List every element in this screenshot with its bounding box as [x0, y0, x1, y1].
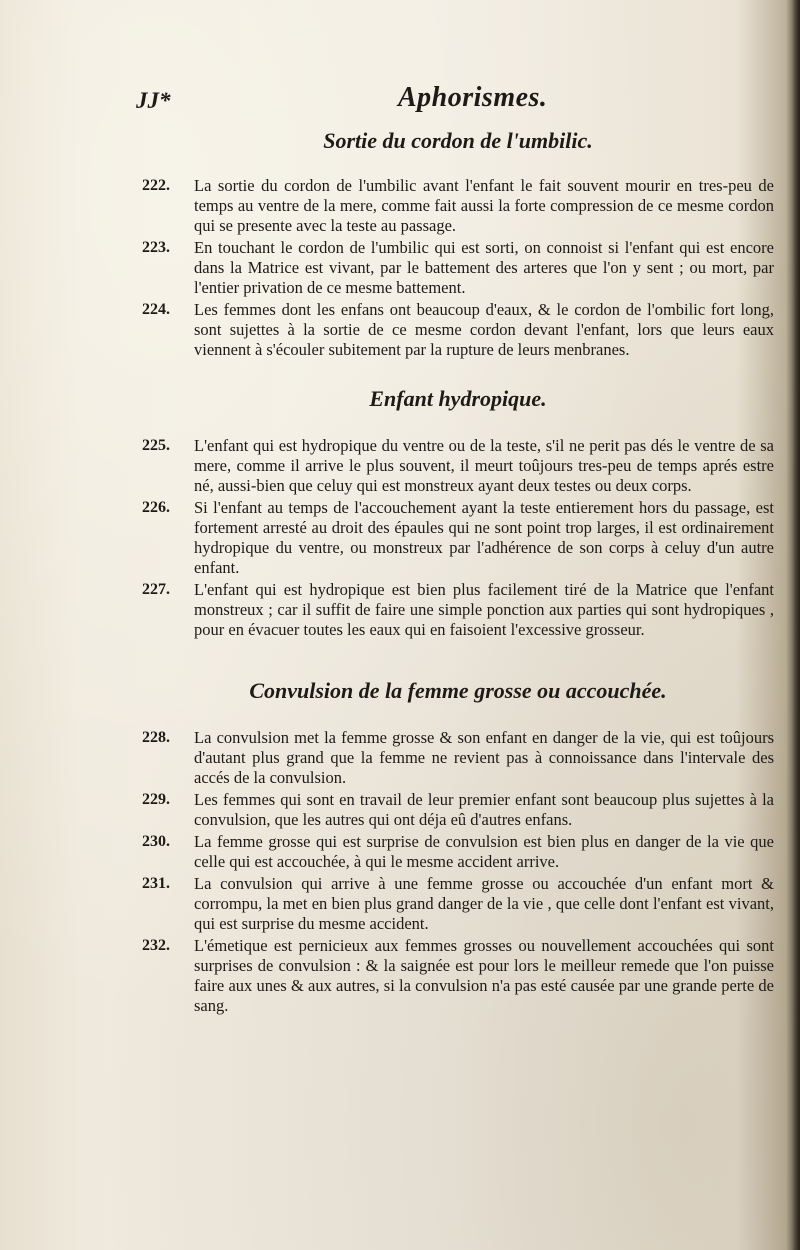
section-heading: Convulsion de la femme grosse ou accouchée. [249, 678, 667, 703]
aphorism [142, 874, 774, 934]
section-convulsion [142, 678, 774, 1016]
aphorism-text: La femme grosse qui est surprise de convulsion est bien plus en danger de la vie que celle qui est accouchée, à qui le mesme accident arrive. [194, 832, 774, 871]
aphorism-text: L'enfant qui est hydropique du ventre ou de la teste, s'il ne perit pas dés le ventre de sa mere, comme il arrive le plus souvent, il meurt toûjours tres-peu de temps aprés estre né, aussi-bien que celuy qui est monstreux ayant deux testes ou deux corps. [194, 436, 774, 495]
aphorism [142, 790, 774, 830]
aphorism [142, 580, 774, 640]
aphorism-text: La convulsion qui arrive à une femme grosse ou accouchée d'un enfant mort & corrompu, la met en bien plus grand danger de la vie , que celle dont l'enfant est vivant, qui est surprise du mesme accident. [194, 874, 774, 933]
aphorism-number: 230. [142, 833, 170, 850]
aphorism-text: La convulsion met la femme grosse & son enfant en danger de la vie, qui est toûjours d'autant plus grand que la femme ne revient pas à connoissance dans l'intervale des accés de la convulsion. [194, 728, 774, 787]
aphorism-text: L'émetique est pernicieux aux femmes grosses ou nouvellement accouchées qui sont surprises de convulsion : & la saignée est pour lors le meilleur remede que l'on puisse faire aux unes & aux autres, si la convulsion n'a pas esté causée par une grande perte de sang. [194, 936, 774, 1015]
aphorism-text: En touchant le cordon de l'umbilic qui est sorti, on connoist si l'enfant qui est encore dans la Matrice est vivant, par le battement des arteres que l'on y sent ; ou mort, par l'entier privation de ce mesme battement. [194, 238, 774, 297]
aphorism-text: Si l'enfant au temps de l'accouchement ayant la teste entierement hors du passage, est fortement arresté au droit des épaules qui ne sont point trop larges, il est ordinairement hydropique du ventre, ou monstreux par l'adhérence de son corps à celuy d'un autre enfant. [194, 498, 774, 577]
aphorism-number: 222. [142, 177, 170, 194]
aphorism-number: 227. [142, 581, 170, 598]
section-heading: Sortie du cordon de l'umbilic. [323, 128, 593, 153]
aphorism-text: L'enfant qui est hydropique est bien plus facilement tiré de la Matrice que l'enfant monstreux ; car il suffit de faire une simple ponction aux parties qui sont hydropiques , pour en évacuer toutes les eaux qui en faisoient l'excessive grosseur. [194, 580, 774, 639]
aphorism [142, 832, 774, 872]
running-head [0, 82, 800, 122]
page-content [142, 128, 774, 1016]
aphorism [142, 728, 774, 788]
aphorism-number: 226. [142, 499, 170, 516]
aphorism-number: 231. [142, 875, 170, 892]
section-heading: Enfant hydropique. [369, 386, 547, 411]
section-enfant-hydropique [142, 386, 774, 640]
aphorism-number: 232. [142, 937, 170, 954]
aphorism [142, 936, 774, 1016]
running-title: Aphorismes. [398, 82, 548, 113]
page-edge-shadow [786, 0, 800, 1250]
aphorism-number: 228. [142, 729, 170, 746]
aphorism-number: 223. [142, 239, 170, 256]
aphorism-text: Les femmes qui sont en travail de leur premier enfant sont beaucoup plus sujettes à la convulsion, que les autres qui ont déja eû d'autres enfans. [194, 790, 774, 829]
aphorism [142, 238, 774, 298]
aphorism [142, 300, 774, 360]
page-number: JJ* [136, 88, 171, 113]
aphorism-text: La sortie du cordon de l'umbilic avant l'enfant le fait souvent mourir en tres-peu de temps au ventre de la mere, comme fait aussi la forte compression de ce mesme cordon qui se presente avec la teste au passage. [194, 176, 774, 235]
aphorism-text: Les femmes dont les enfans ont beaucoup d'eaux, & le cordon de l'ombilic fort long, sont sujettes à la sortie de ce mesme cordon devant l'enfant, lors que leurs eaux viennent à s'écouler subitement par la rupture de leurs menbranes. [194, 300, 774, 359]
aphorism-number: 229. [142, 791, 170, 808]
aphorism-number: 225. [142, 437, 170, 454]
aphorism-number: 224. [142, 301, 170, 318]
aphorism [142, 498, 774, 578]
section-cordon-umbilic [142, 128, 774, 360]
aphorism [142, 176, 774, 236]
aphorism [142, 436, 774, 496]
